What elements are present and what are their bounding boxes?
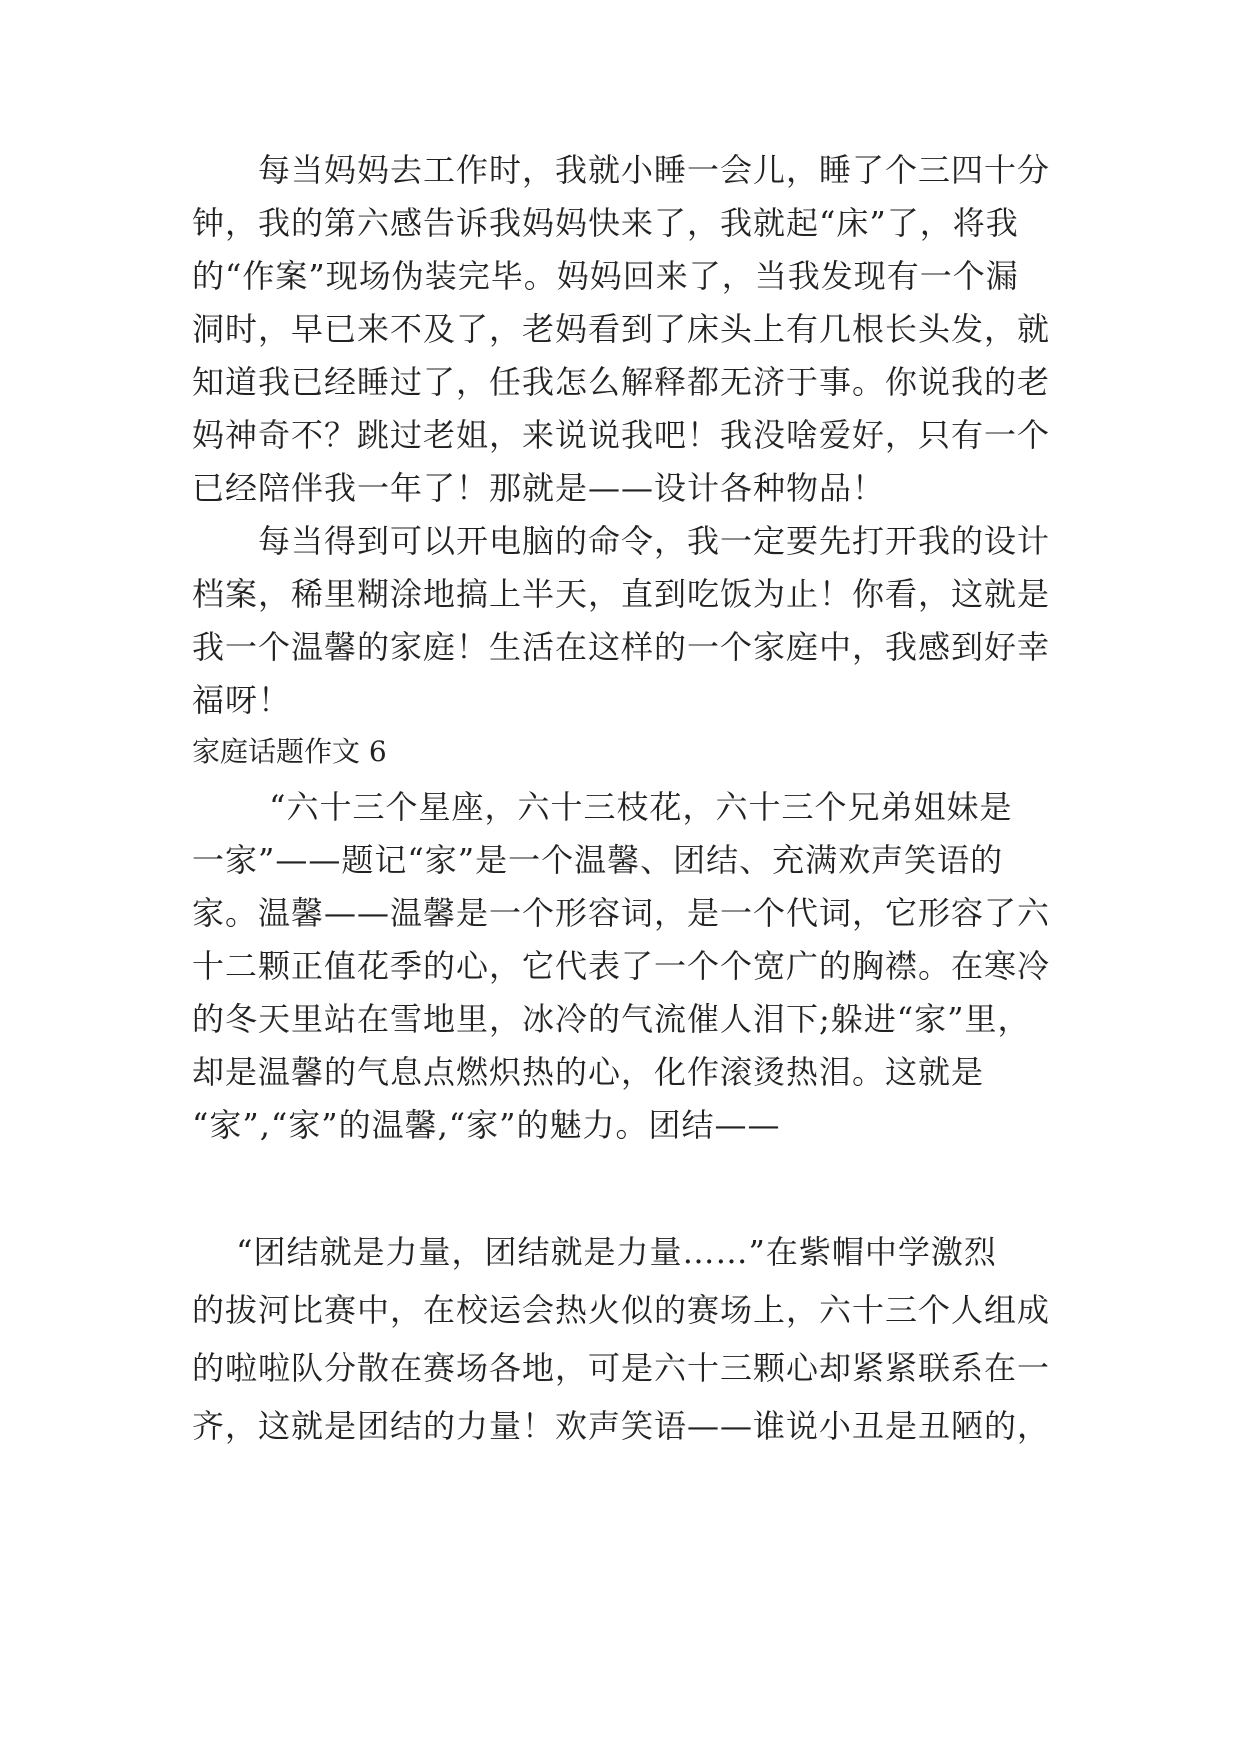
text-line: 每当妈妈去工作时，我就小睡一会儿，睡了个三四十分: [192, 151, 1051, 189]
text-line: 每当得到可以开电脑的命令，我一定要先打开我的设计: [192, 522, 1051, 560]
text-line: 的拔河比赛中，在校运会热火似的赛场上，六十三个人组成: [192, 1291, 1051, 1329]
text-line: 妈神奇不？跳过老姐，来说说我吧！我没啥爱好，只有一个: [192, 416, 1051, 454]
text-line: 齐，这就是团结的力量！欢声笑语——谁说小丑是丑陋的，: [192, 1407, 1051, 1445]
text-line: 的啦啦队分散在赛场各地，可是六十三颗心却紧紧联系在一: [192, 1349, 1051, 1387]
text-line: “团结就是力量，团结就是力量……”在紫帽中学激烈: [192, 1233, 997, 1271]
text-line: 的冬天里站在雪地里，冰冷的气流催人泪下;躲进“家”里，: [192, 1000, 1031, 1038]
text-line: 一家”——题记“家”是一个温馨、团结、充满欢声笑语的: [192, 841, 1004, 879]
text-line: 档案，稀里糊涂地搞上半天，直到吃饭为止！你看，这就是: [192, 575, 1051, 613]
text-line: 家。温馨——温馨是一个形容词，是一个代词，它形容了六: [192, 894, 1051, 932]
text-line: 已经陪伴我一年了！那就是——设计各种物品！: [192, 469, 886, 507]
text-line: 却是温馨的气息点燃炽热的心，化作滚烫热泪。这就是: [192, 1053, 985, 1091]
text-line: 福呀！: [192, 681, 292, 719]
text-line: 十二颗正值花季的心，它代表了一个个宽广的胸襟。在寒冷: [192, 947, 1051, 985]
text-line: 知道我已经睡过了，任我怎么解释都无济于事。你说我的老: [192, 363, 1051, 401]
section-title: 家庭话题作文 6: [192, 735, 387, 768]
text-line: 洞时，早已来不及了，老妈看到了床头上有几根长头发，就: [192, 310, 1051, 348]
text-line: “家”,“家”的温馨,“家”的魅力。团结——: [192, 1106, 781, 1144]
text-line: “六十三个星座，六十三枝花，六十三个兄弟姐妹是: [192, 788, 1013, 826]
text-line: 的“作案”现场伪装完毕。妈妈回来了，当我发现有一个漏: [192, 257, 1019, 295]
text-line: 钟，我的第六感告诉我妈妈快来了，我就起“床”了，将我: [192, 204, 1019, 242]
text-line: 我一个温馨的家庭！生活在这样的一个家庭中，我感到好幸: [192, 628, 1051, 666]
